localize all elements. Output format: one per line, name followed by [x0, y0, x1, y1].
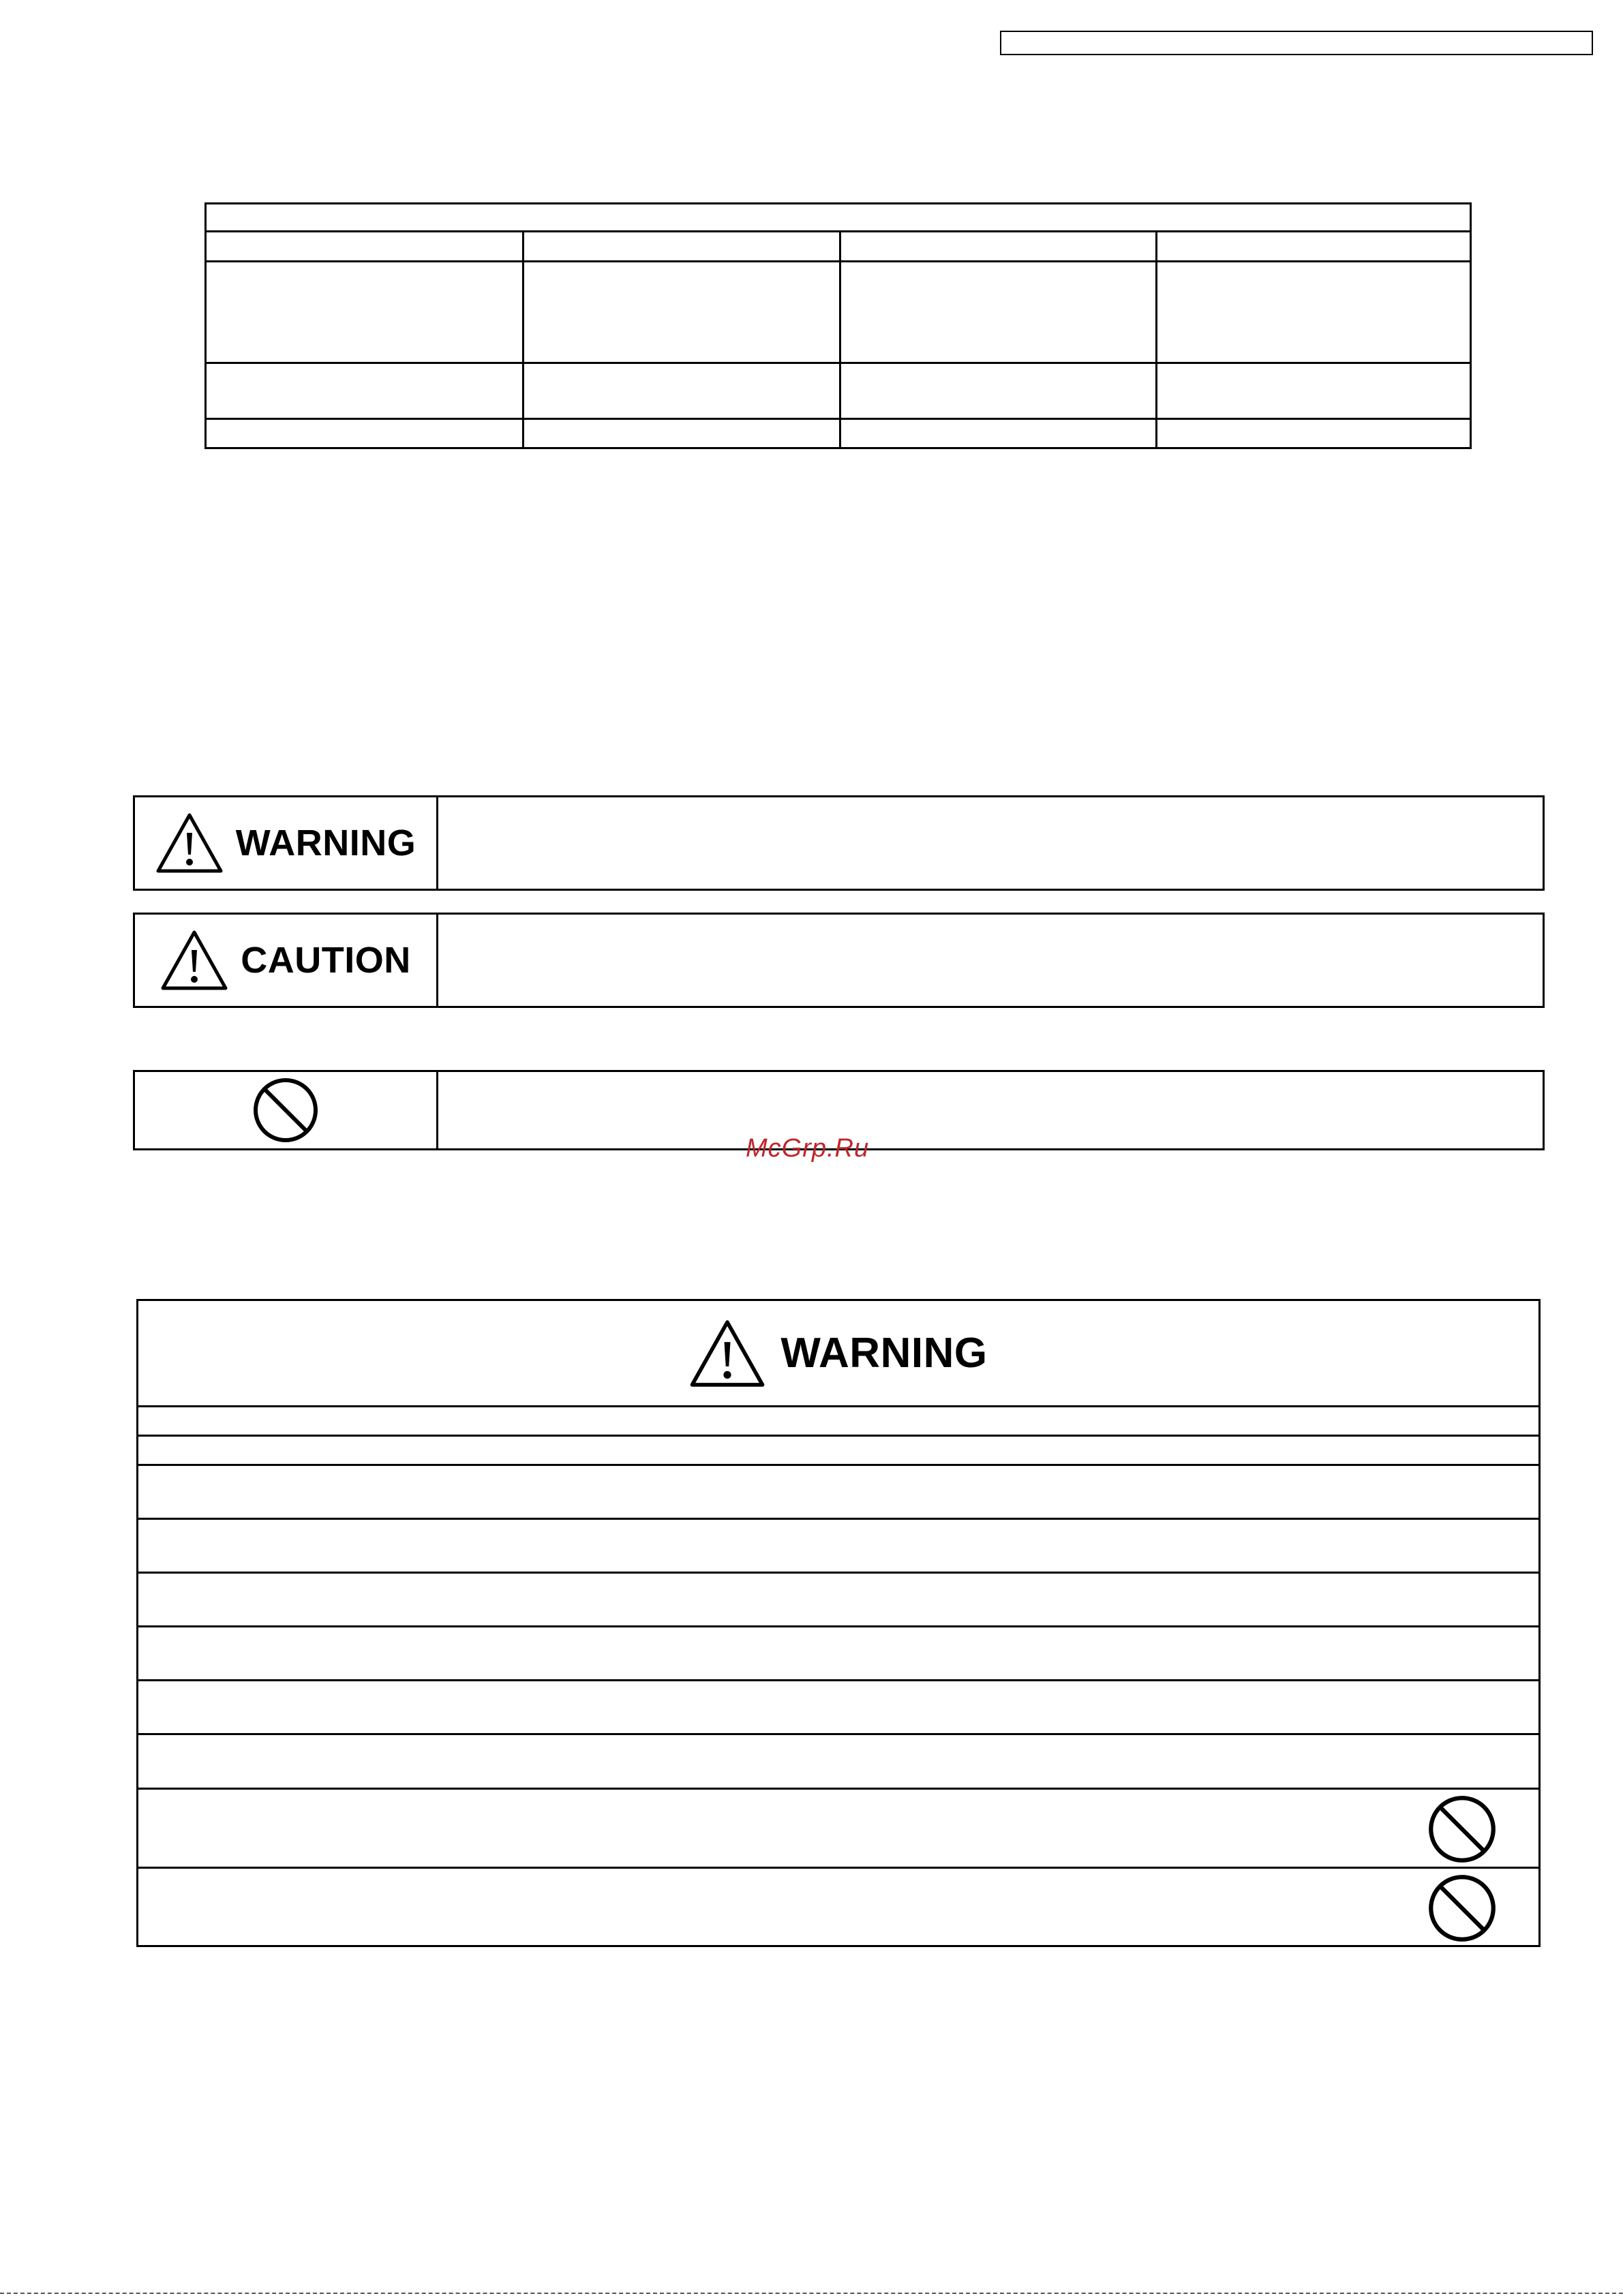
table-row [138, 1518, 1538, 1574]
table-column-rule [1155, 232, 1157, 447]
table-rule [207, 362, 1470, 364]
table-row [138, 1733, 1538, 1790]
table-row [138, 1625, 1538, 1681]
specification-table [204, 202, 1472, 449]
prohibition-icon [1427, 1794, 1498, 1865]
prohibition-icon [1427, 1873, 1498, 1944]
table-row [138, 1464, 1538, 1520]
legend-warning [133, 795, 1545, 891]
legend-description-cell [438, 915, 1543, 1006]
legend-caution [133, 913, 1545, 1008]
warning-table [136, 1299, 1541, 1947]
watermark: McGrp.Ru [746, 1134, 870, 1163]
legend-symbol-cell [135, 1072, 438, 1148]
warning-triangle-icon [160, 930, 228, 991]
table-rule [207, 260, 1470, 262]
legend-symbol-cell [135, 915, 438, 1006]
table-rule [207, 230, 1470, 232]
legend-description-cell [438, 797, 1543, 889]
table-row [138, 1788, 1538, 1869]
warning-label: WARNING [235, 823, 416, 863]
prohibition-icon [252, 1076, 320, 1144]
table-rule [207, 418, 1470, 420]
warning-triangle-icon [155, 812, 224, 874]
page-bottom-rule [0, 2293, 1623, 2294]
table-row [138, 1405, 1538, 1437]
header-box [1000, 31, 1593, 55]
table-column-rule [522, 232, 524, 447]
table-row [138, 1867, 1538, 1947]
caution-label: CAUTION [241, 940, 411, 981]
warning-triangle-icon [689, 1319, 765, 1388]
table-row [138, 1679, 1538, 1735]
table-row [138, 1435, 1538, 1466]
warning-table-header [138, 1301, 1538, 1405]
warning-table-title: WARNING [780, 1330, 988, 1377]
table-row [138, 1572, 1538, 1627]
legend-symbol-cell [135, 797, 438, 889]
legend-description-cell [438, 1072, 1543, 1148]
table-column-rule [839, 232, 841, 447]
